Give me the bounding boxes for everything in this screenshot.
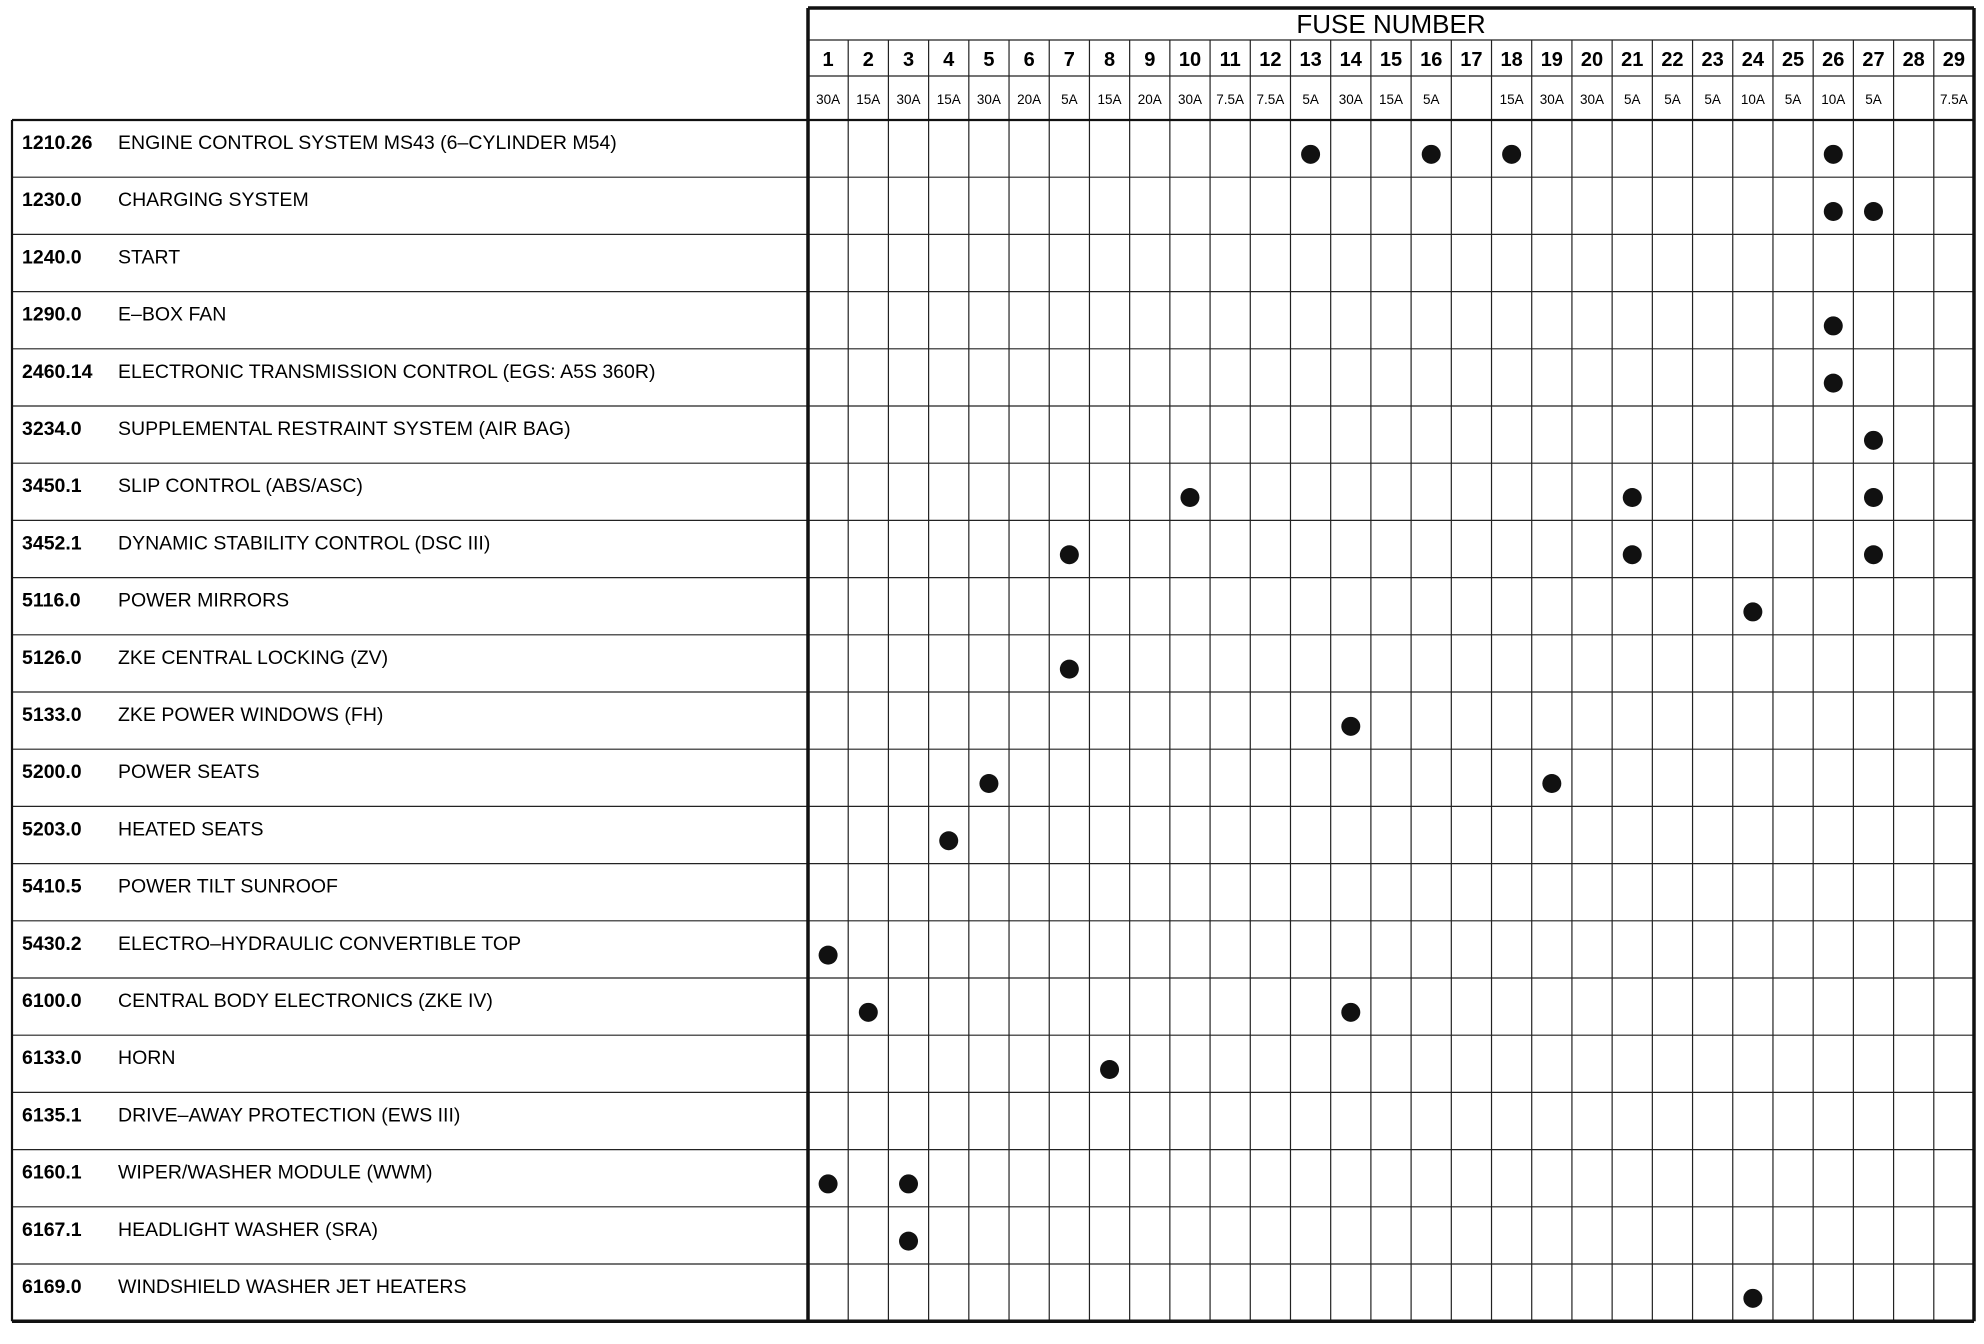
circuit-row (22, 1276, 1762, 1308)
fuse-number: 22 (1661, 49, 1684, 71)
circuit-description: POWER SEATS (118, 761, 260, 784)
circuit-description: HORN (118, 1047, 176, 1070)
fuse-marker-dot (1100, 1060, 1119, 1079)
fuse-number: 9 (1144, 49, 1156, 71)
fuse-marker-dot (1623, 545, 1642, 564)
circuit-description: ZKE POWER WINDOWS (FH) (118, 704, 384, 726)
fuse-rating: 5A (1422, 92, 1440, 107)
fuse-marker-dot (1060, 545, 1079, 564)
circuit-code: 5200.0 (22, 761, 82, 784)
fuse-number: 19 (1540, 49, 1563, 71)
fuse-number: 11 (1219, 49, 1241, 71)
fuse-number: 1 (822, 49, 834, 71)
fuse-rating: 20A (1017, 92, 1042, 107)
fuse-marker-dot (899, 1174, 918, 1193)
fuse-rating: 7.5A (1940, 92, 1968, 107)
circuit-rows (22, 132, 1883, 1308)
fuse-marker-dot (819, 1174, 838, 1193)
fuse-rating: 5A (1061, 92, 1078, 107)
circuit-row (22, 933, 838, 965)
fuse-number: 21 (1621, 49, 1644, 71)
fuse-number: 28 (1902, 49, 1925, 71)
fuse-number: 5 (983, 49, 995, 71)
circuit-code: 1230.0 (22, 189, 82, 212)
fuse-rating: 10A (1740, 92, 1765, 107)
circuit-description: ZKE CENTRAL LOCKING (ZV) (118, 646, 389, 669)
fuse-marker-dot (1864, 202, 1883, 221)
circuit-code: 1240.0 (22, 246, 82, 269)
fuse-rating: 5A (1664, 92, 1681, 107)
fuse-rating: 20A (1137, 92, 1162, 107)
fuse-number: 14 (1339, 49, 1362, 71)
circuit-row (22, 590, 1762, 622)
fuse-header (816, 49, 1968, 107)
circuit-code: 5116.0 (22, 589, 81, 612)
circuit-description: SUPPLEMENTAL RESTRAINT SYSTEM (AIR BAG) (118, 418, 571, 440)
circuit-description: ENGINE CONTROL SYSTEM MS43 (6–CYLINDER M54) (118, 132, 617, 154)
fuse-number: 18 (1500, 49, 1523, 71)
circuit-code: 5126.0 (22, 646, 82, 669)
fuse-marker-dot (1824, 202, 1843, 221)
circuit-description: E–BOX FAN (118, 303, 227, 326)
circuit-description: POWER TILT SUNROOF (118, 875, 338, 898)
fuse-marker-dot (1864, 488, 1883, 507)
fuse-marker-dot (1542, 774, 1561, 793)
fuse-rating: 5A (1623, 92, 1641, 107)
circuit-description: ELECTRONIC TRANSMISSION CONTROL (EGS: A5S 360R) (118, 360, 656, 383)
fuse-rating: 5A (1784, 92, 1802, 107)
fuse-rating: 15A (1097, 92, 1122, 107)
circuit-description: POWER MIRRORS (118, 589, 290, 612)
circuit-code: 6135.1 (22, 1104, 82, 1127)
fuse-rating: 30A (976, 92, 1001, 107)
fuse-rating: 15A (856, 92, 881, 107)
fuse-number: 12 (1259, 49, 1282, 71)
circuit-row (22, 304, 1843, 336)
fuse-rating: 30A (1177, 92, 1202, 107)
fuse-number: 29 (1942, 49, 1966, 71)
fuse-rating: 30A (1580, 92, 1605, 107)
fuse-rating: 7.5A (1256, 92, 1285, 107)
fuse-marker-dot (1864, 545, 1883, 564)
fuse-number: 24 (1741, 49, 1764, 71)
fuse-rating: 5A (1865, 92, 1882, 107)
circuit-row (22, 818, 958, 850)
circuit-code: 2460.14 (22, 360, 93, 383)
fuse-marker-dot (1341, 717, 1360, 736)
fuse-number: 15 (1379, 49, 1403, 71)
fuse-marker-dot (1743, 1289, 1762, 1308)
circuit-code: 6160.1 (22, 1161, 82, 1184)
fuse-number: 13 (1299, 49, 1322, 71)
fuse-rating: 15A (936, 92, 961, 107)
circuit-row (22, 647, 1079, 679)
circuit-description: START (118, 246, 181, 269)
circuit-row (22, 704, 1360, 736)
fuse-number: 23 (1701, 49, 1724, 71)
circuit-code: 3450.1 (22, 475, 82, 498)
circuit-description: WIPER/WASHER MODULE (WWM) (118, 1161, 433, 1184)
circuit-row (22, 361, 1843, 393)
fuse-marker-dot (1422, 145, 1441, 164)
fuse-marker-dot (1060, 660, 1079, 679)
circuit-code: 5203.0 (22, 818, 82, 841)
circuit-row (22, 876, 338, 898)
fuse-rating: 5A (1302, 92, 1319, 107)
fuse-marker-dot (979, 774, 998, 793)
circuit-row (22, 990, 1360, 1022)
circuit-row (22, 1104, 460, 1126)
fuse-marker-dot (1824, 316, 1843, 335)
fuse-number: 7 (1063, 49, 1075, 71)
circuit-description: ELECTRO–HYDRAULIC CONVERTIBLE TOP (118, 932, 522, 955)
circuit-code: 1210.26 (22, 132, 93, 154)
circuit-description: DYNAMIC STABILITY CONTROL (DSC III) (118, 532, 491, 555)
fuse-number: 27 (1862, 49, 1885, 71)
fuse-number: 8 (1103, 49, 1116, 71)
circuit-row (22, 132, 1843, 164)
fuse-rating: 15A (1499, 92, 1524, 107)
fuse-rating: 30A (896, 92, 921, 107)
circuit-description: WINDSHIELD WASHER JET HEATERS (118, 1276, 467, 1298)
fuse-rating: 30A (1338, 92, 1363, 107)
fuse-marker-dot (859, 1003, 878, 1022)
fuse-number-title: FUSE NUMBER (1296, 9, 1486, 39)
fuse-marker-dot (899, 1232, 918, 1251)
fuse-marker-dot (1502, 145, 1521, 164)
fuse-number: 10 (1178, 49, 1202, 71)
circuit-row (22, 1047, 1119, 1079)
circuit-code: 3234.0 (22, 418, 82, 440)
fuse-rating: 30A (1539, 92, 1564, 107)
fuse-number: 26 (1822, 49, 1845, 71)
fuse-marker-dot (1824, 145, 1843, 164)
fuse-number: 16 (1420, 49, 1443, 71)
fuse-marker-dot (1341, 1003, 1360, 1022)
fuse-number: 25 (1781, 49, 1805, 71)
circuit-code: 3452.1 (22, 532, 82, 555)
fuse-number: 6 (1023, 49, 1035, 71)
circuit-description: CENTRAL BODY ELECTRONICS (ZKE IV) (118, 990, 493, 1012)
fuse-marker-dot (1180, 488, 1199, 507)
circuit-description: HEATED SEATS (118, 818, 264, 841)
fuse-marker-dot (1864, 431, 1883, 450)
circuit-code: 5430.2 (22, 932, 82, 955)
fuse-rating: 30A (816, 92, 841, 107)
circuit-code: 1290.0 (22, 303, 82, 326)
circuit-row (22, 246, 180, 268)
fuse-rating: 10A (1821, 92, 1846, 107)
circuit-row (22, 418, 1883, 450)
circuit-description: HEADLIGHT WASHER (SRA) (118, 1218, 379, 1241)
fuse-marker-dot (939, 831, 958, 850)
circuit-code: 5410.5 (22, 875, 82, 898)
fuse-rating: 15A (1378, 92, 1404, 107)
circuit-code: 6169.0 (22, 1276, 82, 1298)
circuit-description: DRIVE–AWAY PROTECTION (EWS III) (118, 1104, 461, 1127)
circuit-code: 6100.0 (22, 990, 82, 1012)
fuse-marker-dot (819, 946, 838, 965)
circuit-description: CHARGING SYSTEM (118, 189, 309, 212)
circuit-row (22, 189, 1883, 221)
circuit-code: 6133.0 (22, 1047, 82, 1070)
circuit-row (22, 475, 1883, 507)
circuit-description: SLIP CONTROL (ABS/ASC) (118, 475, 363, 498)
circuit-row (22, 1219, 918, 1251)
circuit-code: 5133.0 (22, 704, 82, 726)
fuse-rating: 5A (1704, 92, 1721, 107)
fuse-number: 3 (902, 49, 915, 71)
circuit-code: 6167.1 (22, 1218, 82, 1241)
fuse-rating: 7.5A (1216, 92, 1245, 107)
fuse-number: 17 (1460, 49, 1483, 71)
fuse-marker-dot (1743, 602, 1762, 621)
circuit-row (22, 1162, 918, 1194)
fuse-number: 4 (943, 49, 955, 71)
circuit-row (22, 532, 1883, 564)
fuse-number: 2 (862, 49, 874, 71)
fuse-number: 20 (1580, 49, 1604, 71)
fuse-marker-dot (1623, 488, 1642, 507)
fuse-marker-dot (1824, 374, 1843, 393)
fuse-marker-dot (1301, 145, 1320, 164)
